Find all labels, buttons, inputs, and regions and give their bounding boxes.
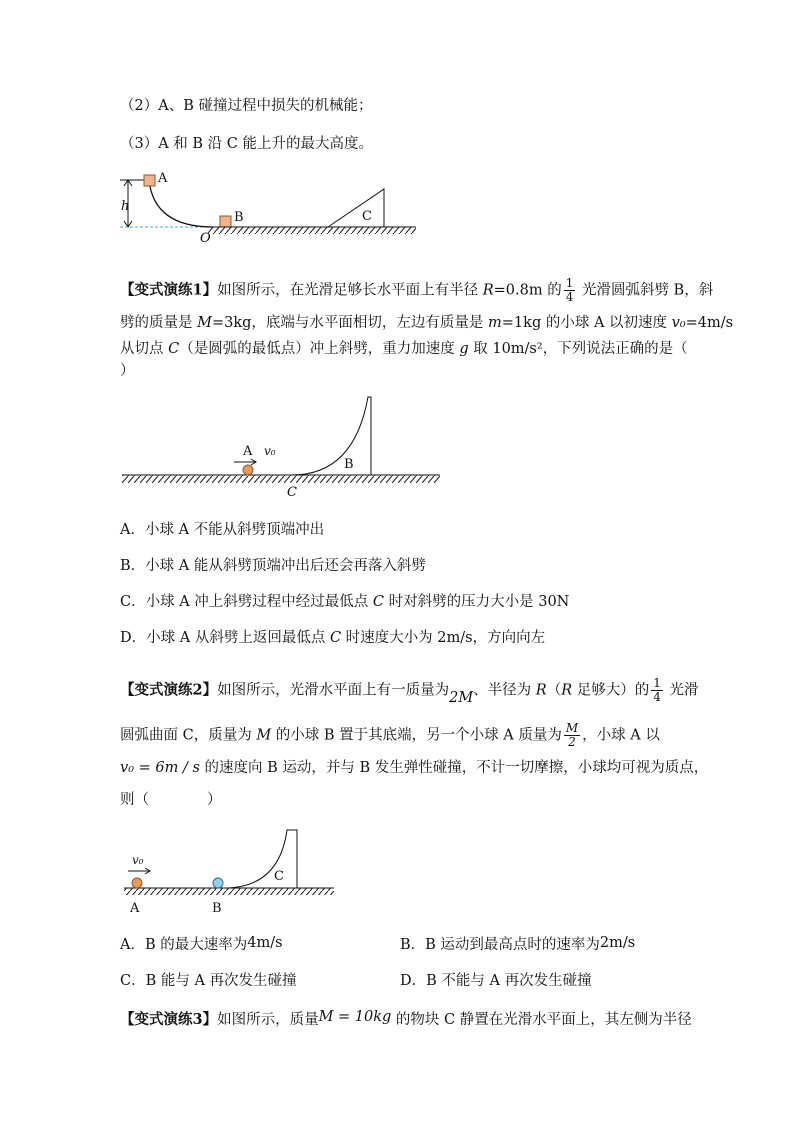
ex2-option-b-text: B．B 运动到最高点时的速率为 (400, 937, 600, 953)
ex1-tag: 【变式演练1】 (120, 281, 218, 299)
figure-1 (118, 170, 428, 245)
ex2-text: 如图所示，光滑水平面上有一质量为 (217, 682, 450, 699)
ex1-line-1 (120, 277, 713, 304)
fig2-ball-a (243, 465, 253, 475)
fig1-label-o: O (200, 231, 211, 246)
fig3-label-b: B (212, 901, 222, 916)
ex2-line-1 (120, 677, 698, 704)
ex2-option-a-text: A．B 的最大速率为 (120, 937, 248, 953)
question-part-3: （3）A 和 B 沿 C 能上升的最大高度。 (120, 136, 373, 152)
fig1-wedge-c (328, 189, 384, 227)
ex1-var-g: g (459, 341, 469, 357)
ex1-fraction: $\frac{1}{4}$ (565, 276, 574, 304)
ex2-var-r: R (535, 682, 547, 699)
ex1-text: =0.8m 的 (493, 282, 562, 299)
fig2-label-a: A (243, 444, 253, 459)
ex1-option-d-text: 时速度大小为 2m/s，方向向左 (341, 630, 546, 646)
ex3-mass: M = 10kg (318, 1009, 392, 1025)
ex1-text: 如图所示，在光滑足够长水平面上有半径 (217, 282, 483, 299)
fig2-wedge-b (292, 397, 371, 475)
fig2-label-v0: v₀ (264, 444, 276, 458)
ex2-mass-fraction: $\frac{M}{2}$ (565, 721, 579, 749)
ex2-v0-expr: v₀ = 6m / s (120, 760, 200, 776)
fig3-label-v0: v₀ (132, 853, 144, 867)
ex1-option-c[interactable] (120, 592, 569, 612)
ex2-line-4: 则（ ） (120, 792, 222, 808)
fig3-label-c: C (274, 869, 284, 884)
ex1-option-b[interactable]: B．小球 A 能从斜劈顶端冲出后还会再落入斜劈 (120, 558, 426, 574)
ex3-line-1 (120, 1010, 692, 1030)
ex3-text: 的物块 C 静置在光滑水平面上，其左侧为半径 (391, 1012, 692, 1028)
ex1-text: =4m/s (685, 315, 734, 331)
ex1-var-c: C (168, 341, 180, 357)
ex1-text: 从切点 (120, 341, 169, 357)
ex1-line-2 (120, 313, 733, 333)
fig3-ball-b (213, 878, 223, 888)
ex1-option-d[interactable] (120, 628, 545, 648)
ex1-var-small-m: m (488, 315, 502, 331)
ex1-option-a[interactable]: A．小球 A 不能从斜劈顶端冲出 (120, 522, 325, 538)
ex2-option-c[interactable]: C．B 能与 A 再次发生碰撞 (120, 973, 297, 989)
ex1-var-v0: v₀ (671, 315, 686, 331)
ex3-text: 如图所示，质量 (217, 1012, 319, 1028)
fig1-block-b (220, 216, 231, 227)
ex1-option-d-text: D．小球 A 从斜劈上返回最低点 (120, 630, 330, 646)
ex2-option-d[interactable]: D．B 不能与 A 再次发生碰撞 (400, 973, 592, 989)
figure-3 (124, 828, 339, 918)
fig2-label-b: B (344, 457, 354, 472)
ex2-var-m: M (256, 727, 272, 744)
ex2-option-b-value: 2m/s (599, 935, 636, 951)
fig3-label-a: A (130, 901, 140, 916)
fig1-label-b: B (234, 210, 244, 225)
ex1-line-4: ） (120, 363, 135, 379)
ex2-text: 的速度向 B 运动，并与 B 发生弹性碰撞，不计一切摩擦，小球均可视为质点， (199, 760, 709, 776)
ex1-var-m: M (197, 315, 212, 331)
ex2-line-3 (120, 758, 708, 778)
ex1-option-d-var: C (329, 630, 342, 646)
fig3-surface-c (224, 830, 297, 888)
ex1-text: 光滑圆弧斜劈 B，斜 (577, 282, 714, 299)
ex2-text: 的小球 B 置于其底端，另一个小球 A 质量为 (271, 727, 562, 744)
ex2-option-b[interactable] (400, 935, 635, 955)
ex1-text: 取 10m/s²，下列说法正确的是（ (468, 341, 688, 357)
ex1-option-c-text: C．小球 A 冲上斜劈过程中经过最低点 (120, 594, 373, 610)
fig1-label-c: C (362, 209, 372, 224)
ex2-var-r: R (561, 682, 573, 699)
fig3-ball-a (132, 878, 142, 888)
question-part-2: （2）A、B 碰撞过程中损失的机械能； (120, 98, 373, 114)
ex2-mass: 2M (449, 689, 474, 706)
ex2-text: 、半径为 (473, 682, 536, 699)
ex2-text: （ (546, 682, 562, 699)
fig1-label-h: h (121, 199, 130, 214)
ex2-tag: 【变式演练2】 (120, 681, 218, 699)
ex1-var-r: R (482, 282, 494, 299)
ex2-option-a-value: 4m/s (247, 935, 283, 951)
fig1-block-a (144, 175, 155, 186)
ex1-option-c-var: C (372, 594, 385, 610)
ex2-text: 足够大）的 (572, 682, 650, 699)
fig2-label-c: C (287, 485, 297, 500)
ex2-line-2 (120, 722, 660, 749)
figure-2 (122, 392, 442, 500)
ex1-text: =3kg，底端与水平面相切，左边有质量是 (211, 315, 489, 331)
ex2-text: 光滑 (664, 682, 699, 699)
ex1-text: （是圆弧的最低点）冲上斜劈，重力加速度 (179, 341, 460, 357)
ex2-fraction: $\frac{1}{4}$ (653, 676, 661, 704)
ex2-option-a[interactable] (120, 935, 283, 955)
ex2-text: 圆弧曲面 C，质量为 (120, 727, 257, 744)
fig1-label-a: A (158, 171, 168, 186)
ex1-option-c-text: 时对斜劈的压力大小是 30N (384, 594, 570, 610)
ex1-text: 劈的质量是 (120, 315, 198, 331)
ex1-text: =1kg 的小球 A 以初速度 (501, 315, 672, 331)
ex2-text: ，小球 A 以 (582, 727, 660, 744)
ex3-tag: 【变式演练3】 (120, 1011, 218, 1028)
ex1-line-3 (120, 339, 688, 359)
